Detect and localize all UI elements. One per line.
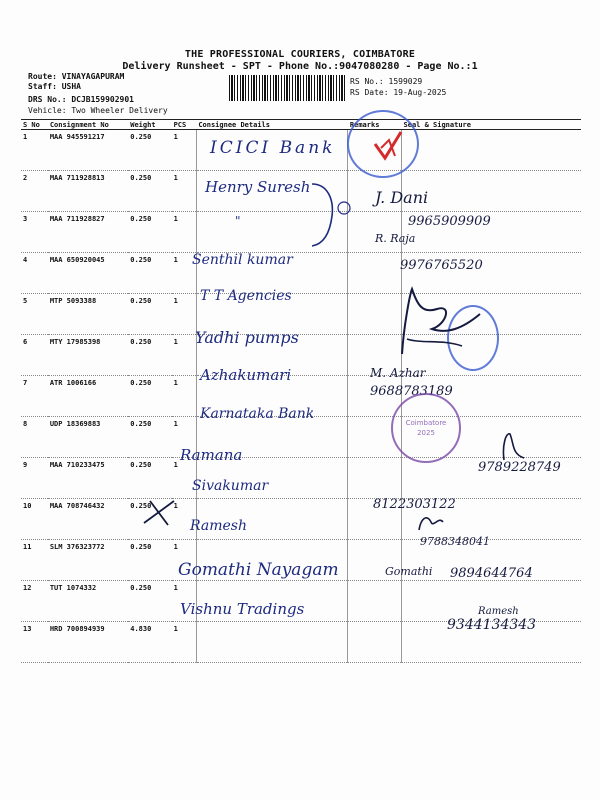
row-pcs: 1: [172, 458, 197, 499]
row-pcs: 1: [172, 294, 197, 335]
row-pcs: 1: [172, 581, 197, 622]
row-weight: 0.250: [128, 499, 171, 540]
handwritten-consignee: Gomathi Nayagam: [178, 560, 339, 580]
row-sno: 7: [21, 376, 48, 417]
company-name: THE PROFESSIONAL COURIERS, COIMBATORE: [184, 49, 416, 60]
table-row: [21, 253, 581, 294]
table-row: [21, 212, 581, 253]
row-remarks-cell: [348, 458, 402, 499]
row-pcs: 1: [172, 335, 197, 376]
barcode-image: [229, 75, 346, 101]
row-weight: 0.250: [128, 294, 171, 335]
handwritten-consignee: Azhakumari: [200, 366, 292, 384]
row-sno: 12: [21, 581, 48, 622]
signature-scribble: [392, 284, 487, 364]
row-weight: 0.250: [128, 376, 171, 417]
row-weight: 0.250: [128, 540, 171, 581]
handwritten-phone: 9789228749: [478, 460, 561, 475]
col-sno: S No: [21, 120, 48, 130]
handwritten-signature: Gomathi: [385, 565, 433, 578]
signature-scribble: [498, 430, 528, 465]
red-tick-mark: [373, 130, 403, 162]
handwritten-phone: 9688783189: [370, 384, 453, 399]
handwritten-consignee: Henry Suresh: [205, 178, 311, 196]
handwritten-phone: 9976765520: [400, 258, 483, 273]
runsheet-subtitle: Delivery Runsheet - SPT - Phone No.:9047080280 - Page No.:1: [122, 61, 478, 72]
delivery-table: [21, 119, 581, 663]
row-consignment-no: SLM 376323772: [48, 540, 128, 581]
handwritten-consignee: Senthil kumar: [192, 252, 293, 268]
row-sno: 4: [21, 253, 48, 294]
row-consignee-cell: [196, 622, 348, 663]
row-consignment-no: MAA 710233475: [48, 458, 128, 499]
row-seal-cell: [402, 171, 581, 212]
row-pcs: 1: [172, 499, 197, 540]
row-sno: 5: [21, 294, 48, 335]
handwritten-consignee: Vishnu Tradings: [180, 600, 305, 618]
row-remarks-cell: [348, 622, 402, 663]
table-header-row: [21, 120, 581, 130]
stamp-text: 2025: [417, 429, 435, 437]
signature-scribble: [415, 510, 447, 536]
col-seal: Seal & Signature: [402, 120, 581, 130]
handwritten-consignee: Ramana: [180, 446, 243, 464]
col-consignment: Consignment No: [48, 120, 128, 130]
row-consignment-no: MAA 945591217: [48, 130, 128, 171]
row-sno: 2: [21, 171, 48, 212]
staff-label: Staff: USHA: [28, 82, 81, 91]
drs-number: DRS No.: DCJB159902901: [28, 95, 134, 104]
row-consignment-no: TUT 1074332: [48, 581, 128, 622]
row-consignment-no: MTP 5093388: [48, 294, 128, 335]
handwritten-phone: 9788348041: [420, 535, 490, 548]
row-seal-cell: [402, 130, 581, 171]
row-sno: 9: [21, 458, 48, 499]
handwritten-signature: J. Dani: [375, 188, 429, 207]
col-weight: Weight: [128, 120, 171, 130]
handwritten-consignee: Sivakumar: [192, 478, 269, 494]
row-weight: 0.250: [128, 581, 171, 622]
row-weight: 0.250: [128, 171, 171, 212]
handwritten-consignee: Yadhi pumps: [195, 328, 299, 347]
row-pcs: 1: [172, 130, 197, 171]
col-consignee: Consignee Details: [196, 120, 348, 130]
row-consignment-no: MAA 711928813: [48, 171, 128, 212]
stamp-text: Coimbatore: [405, 419, 447, 427]
rs-number: RS No.: 1599029: [350, 77, 423, 86]
row-sno: 11: [21, 540, 48, 581]
row-consignment-no: ATR 1006166: [48, 376, 128, 417]
row-weight: 0.250: [128, 417, 171, 458]
row-sno: 6: [21, 335, 48, 376]
row-pcs: 1: [172, 540, 197, 581]
table-row: [21, 417, 581, 458]
handwritten-phone: 8122303122: [373, 497, 456, 512]
table-row: [21, 499, 581, 540]
row-pcs: 1: [172, 171, 197, 212]
row-pcs: 1: [172, 417, 197, 458]
row-pcs: 1: [172, 376, 197, 417]
row-sno: 13: [21, 622, 48, 663]
vehicle-label: Vehicle: Two Wheeler Delivery: [28, 106, 168, 115]
rs-date: RS Date: 19-Aug-2025: [350, 88, 447, 97]
row-sno: 1: [21, 130, 48, 171]
row-remarks-cell: [348, 581, 402, 622]
col-remarks: Remarks: [348, 120, 402, 130]
route-label: Route: VINAYAGAPURAM: [28, 72, 125, 81]
bank-seal-stamp: [391, 393, 461, 463]
row-weight: 0.250: [128, 458, 171, 499]
cross-scribble: [140, 495, 180, 530]
row-pcs: 1: [172, 622, 197, 663]
handwritten-phone: 9965909909: [408, 214, 491, 229]
row-pcs: 1: [172, 212, 197, 253]
handwritten-consignee: T T Agencies: [200, 288, 292, 304]
row-consignment-no: MTY 17985398: [48, 335, 128, 376]
handwritten-consignee: ": [235, 214, 241, 228]
row-consignment-no: UDP 18369883: [48, 417, 128, 458]
handwritten-consignee: ICICI Bank: [210, 138, 336, 158]
handwritten-phone: 9344134343: [447, 617, 537, 633]
row-weight: 4.830: [128, 622, 171, 663]
row-sno: 10: [21, 499, 48, 540]
row-sno: 3: [21, 212, 48, 253]
row-pcs: 1: [172, 253, 197, 294]
handwritten-signature: R. Raja: [375, 232, 416, 245]
row-weight: 0.250: [128, 130, 171, 171]
bracket-scribble: [308, 180, 358, 250]
handwritten-phone: 9894644764: [450, 566, 533, 581]
row-consignment-no: MAA 711928827: [48, 212, 128, 253]
row-weight: 0.250: [128, 212, 171, 253]
handwritten-consignee: Karnataka Bank: [200, 406, 315, 422]
row-consignment-no: MAA 650920045: [48, 253, 128, 294]
row-weight: 0.250: [128, 335, 171, 376]
row-consignment-no: MAA 708746432: [48, 499, 128, 540]
handwritten-signature: Ramesh: [478, 606, 519, 617]
col-pcs: PCS: [172, 120, 197, 130]
row-consignment-no: HRD 700894939: [48, 622, 128, 663]
handwritten-signature: M. Azhar: [370, 366, 426, 380]
row-weight: 0.250: [128, 253, 171, 294]
row-sno: 8: [21, 417, 48, 458]
handwritten-consignee: Ramesh: [190, 518, 247, 534]
